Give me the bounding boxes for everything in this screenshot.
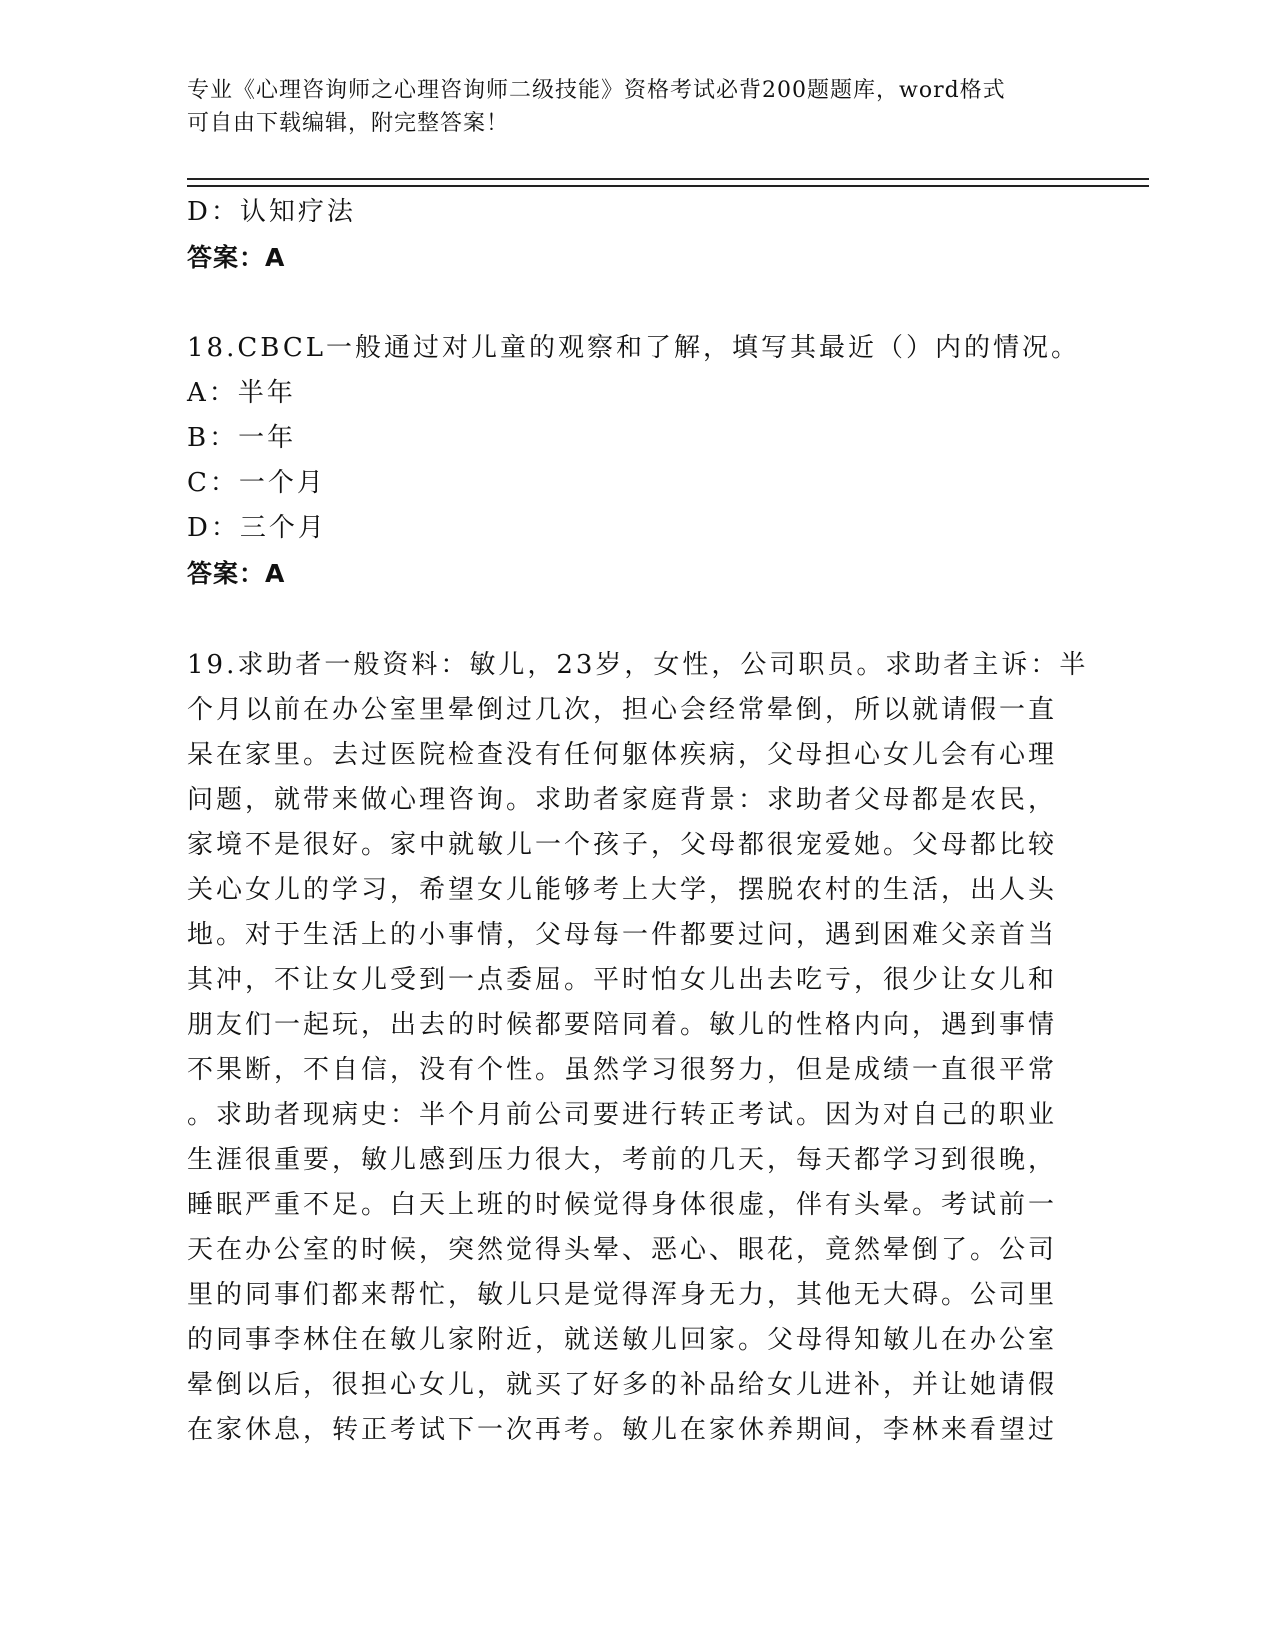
question-stem-line: 在家休息，转正考试下一次再考。敏儿在家休养期间，李林来看望过 [187, 1415, 1058, 1445]
question-stem-line: 的同事李林住在敏儿家附近，就送敏儿回家。父母得知敏儿在办公室 [187, 1325, 1058, 1355]
option-c: C：一个月 [187, 468, 326, 498]
question-stem-line: 朋友们一起玩，出去的时候都要陪同着。敏儿的性格内向，遇到事情 [187, 1010, 1058, 1040]
header-divider-bottom [187, 185, 1149, 187]
question-19 [187, 643, 1089, 1453]
option-d: D：三个月 [187, 513, 327, 543]
question-stem-line: 家境不是很好。家中就敏儿一个孩子，父母都很宠爱她。父母都比较 [187, 830, 1058, 860]
question-stem-line: 天在办公室的时候，突然觉得头晕、恶心、眼花，竟然晕倒了。公司 [187, 1235, 1058, 1265]
question-stem: 18.CBCL一般通过对儿童的观察和了解，填写其最近（）内的情况。 [187, 333, 1080, 363]
page-header [187, 74, 1067, 140]
question-stem-line: 19.求助者一般资料：敏儿，23岁，女性，公司职员。求助者主诉：半 [187, 650, 1089, 680]
question-stem-line: 其冲，不让女儿受到一点委屈。平时怕女儿出去吃亏，很少让女儿和 [187, 965, 1058, 995]
header-title-line-2: 可自由下载编辑，附完整答案！ [187, 111, 510, 136]
question-stem-line: 。求助者现病史：半个月前公司要进行转正考试。因为对自己的职业 [187, 1100, 1058, 1130]
header-divider-top [187, 178, 1149, 180]
question-stem-line: 呆在家里。去过医院检查没有任何躯体疾病，父母担心女儿会有心理 [187, 740, 1058, 770]
question-17-tail [187, 190, 1077, 280]
question-stem-line: 个月以前在办公室里晕倒过几次，担心会经常晕倒，所以就请假一直 [187, 695, 1058, 725]
question-stem-line: 里的同事们都来帮忙，敏儿只是觉得浑身无力，其他无大碍。公司里 [187, 1280, 1058, 1310]
question-stem-line: 地。对于生活上的小事情，父母每一件都要过问，遇到困难父亲首当 [187, 920, 1058, 950]
question-stem-line: 晕倒以后，很担心女儿，就买了好多的补品给女儿进补，并让她请假 [187, 1370, 1058, 1400]
question-stem-line: 不果断，不自信，没有个性。虽然学习很努力，但是成绩一直很平常 [187, 1055, 1058, 1085]
header-title-line-1: 专业《心理咨询师之心理咨询师二级技能》资格考试必背200题题库，word格式 [187, 78, 1006, 103]
question-18 [187, 326, 1080, 596]
answer: 答案：A [187, 243, 286, 272]
option-b: B：一年 [187, 423, 297, 453]
document-body [187, 190, 1089, 1453]
option-d: D：认知疗法 [187, 197, 356, 227]
question-stem-line: 关心女儿的学习，希望女儿能够考上大学，摆脱农村的生活，出人头 [187, 875, 1058, 905]
answer: 答案：A [187, 559, 286, 588]
option-a: A：半年 [187, 378, 296, 408]
question-stem-line: 问题，就带来做心理咨询。求助者家庭背景：求助者父母都是农民， [187, 785, 1058, 815]
question-stem-line: 生涯很重要，敏儿感到压力很大，考前的几天，每天都学习到很晚， [187, 1145, 1058, 1175]
question-stem-line: 睡眠严重不足。白天上班的时候觉得身体很虚，伴有头晕。考试前一 [187, 1190, 1058, 1220]
